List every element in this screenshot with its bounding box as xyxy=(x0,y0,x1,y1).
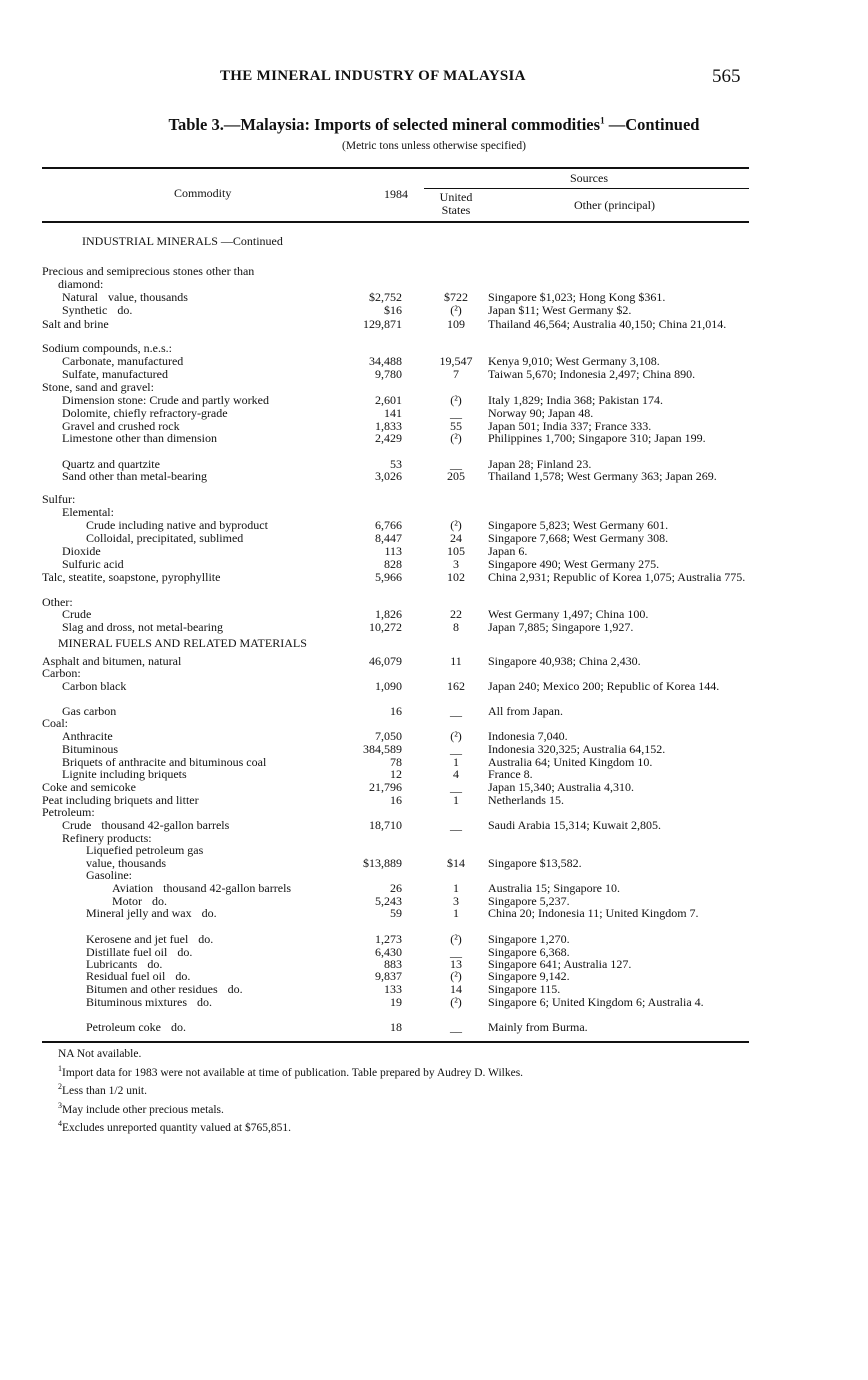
value-united-states: 3 xyxy=(453,894,459,908)
value-other-sources: Singapore 490; West Germany 275. xyxy=(488,557,660,571)
value-1984: 828 xyxy=(384,557,402,571)
commodity-name: Carbon: xyxy=(42,666,81,680)
table-row xyxy=(0,318,868,334)
footnote-text: NA Not available. xyxy=(58,1048,142,1060)
value-other-sources: Singapore 40,938; China 2,430. xyxy=(488,654,641,668)
value-united-states: __ xyxy=(450,704,462,718)
commodity-label xyxy=(62,680,126,693)
column-header-year: 1984 xyxy=(384,187,408,201)
value-1984: 5,966 xyxy=(375,570,402,584)
table-row xyxy=(0,1021,868,1037)
commodity-name: Carbon black xyxy=(62,679,127,693)
value-united-states: 102 xyxy=(447,570,465,584)
value-other-sources: Netherlands 15. xyxy=(488,793,564,807)
value-united-states: 205 xyxy=(447,469,465,483)
commodity-name: Synthetic xyxy=(62,303,108,317)
commodity-name: Kerosene and jet fuel xyxy=(86,932,189,946)
commodity-name: Bituminous mixtures xyxy=(86,995,188,1009)
value-united-states: __ xyxy=(450,457,462,471)
value-united-states: 109 xyxy=(447,317,465,331)
value-united-states: 22 xyxy=(450,607,462,621)
table-row xyxy=(0,432,868,448)
commodity-name: Natural xyxy=(62,290,98,304)
value-1984: 18 xyxy=(390,1020,402,1034)
value-other-sources: Japan $11; West Germany $2. xyxy=(488,303,632,317)
value-united-states: 8 xyxy=(453,620,459,634)
value-1984: 16 xyxy=(390,793,402,807)
column-header-other: Other (principal) xyxy=(574,198,655,212)
value-1984: 3,026 xyxy=(375,469,402,483)
value-united-states: 55 xyxy=(450,419,462,433)
value-united-states: 1 xyxy=(453,881,459,895)
commodity-unit: do. xyxy=(152,894,167,908)
commodity-name: Slag and dross, not metal-bearing xyxy=(62,620,223,634)
commodity-unit: do. xyxy=(227,982,243,996)
commodity-name: Lubricants xyxy=(86,957,138,971)
commodity-label xyxy=(62,621,223,634)
commodity-name: Dimension stone: Crude and partly worked xyxy=(62,393,269,407)
value-united-states: (²) xyxy=(450,431,462,445)
commodity-name: MINERAL FUELS AND RELATED MATERIALS xyxy=(58,636,307,650)
commodity-label xyxy=(62,304,132,317)
commodity-name: Distillate fuel oil xyxy=(86,945,168,959)
value-1984: 9,837 xyxy=(375,969,402,983)
commodity-name: Sand other than metal-bearing xyxy=(62,469,207,483)
value-other-sources: Japan 501; India 337; France 333. xyxy=(488,419,652,433)
commodity-unit: do. xyxy=(197,995,213,1009)
commodity-unit: do. xyxy=(177,945,193,959)
value-other-sources: Singapore 9,142. xyxy=(488,969,570,983)
value-other-sources: Philippines 1,700; Singapore 310; Japan 199. xyxy=(488,431,706,445)
value-other-sources: Singapore 6; United Kingdom 6; Australia 4. xyxy=(488,995,704,1009)
column-header-sources: Sources xyxy=(570,171,608,185)
commodity-label xyxy=(42,571,220,584)
table-row xyxy=(0,235,868,251)
commodity-label xyxy=(86,907,217,920)
commodity-label xyxy=(86,996,212,1009)
value-other-sources: Taiwan 5,670; Indonesia 2,497; China 890. xyxy=(488,367,696,381)
commodity-name: Gravel and crushed rock xyxy=(62,419,180,433)
value-united-states: 1 xyxy=(453,793,459,807)
value-united-states: 11 xyxy=(450,654,462,668)
value-1984: 133 xyxy=(384,982,402,996)
page-number: 565 xyxy=(712,66,741,87)
table-bottom-rule xyxy=(42,1041,749,1043)
value-other-sources: Japan 28; Finland 23. xyxy=(488,457,592,471)
value-united-states: 162 xyxy=(447,679,465,693)
commodity-name: Dioxide xyxy=(62,544,101,558)
commodity-unit: do. xyxy=(201,906,217,920)
commodity-name: Briquets of anthracite and bituminous coal xyxy=(62,755,267,769)
commodity-name: Refinery products: xyxy=(62,831,152,845)
value-1984: 19 xyxy=(390,995,402,1009)
footnote xyxy=(58,1048,758,1062)
column-header-commodity: Commodity xyxy=(174,186,232,200)
value-1984: 78 xyxy=(390,755,402,769)
commodity-name: diamond: xyxy=(58,277,104,291)
commodity-name: Gasoline: xyxy=(86,868,132,882)
value-other-sources: Singapore 6,368. xyxy=(488,945,570,959)
footnote xyxy=(58,1117,758,1136)
value-other-sources: Thailand 1,578; West Germany 363; Japan 269. xyxy=(488,469,717,483)
value-other-sources: West Germany 1,497; China 100. xyxy=(488,607,649,621)
commodity-name: Gas carbon xyxy=(62,704,117,718)
value-united-states: __ xyxy=(450,1020,462,1034)
value-other-sources: Singapore 5,823; West Germany 601. xyxy=(488,518,669,532)
value-1984: 1,273 xyxy=(375,932,402,946)
value-1984: 113 xyxy=(384,544,402,558)
value-1984: 26 xyxy=(390,881,402,895)
commodity-unit: do. xyxy=(117,303,133,317)
value-united-states: 14 xyxy=(450,982,462,996)
running-title: THE MINERAL INDUSTRY OF MALAYSIA xyxy=(220,68,526,84)
commodity-name: Coal: xyxy=(42,716,68,730)
commodity-name: Stone, sand and gravel: xyxy=(42,380,154,394)
value-other-sources: China 20; Indonesia 11; United Kingdom 7. xyxy=(488,906,699,920)
commodity-unit: do. xyxy=(198,932,214,946)
value-other-sources: Japan 7,885; Singapore 1,927. xyxy=(488,620,634,634)
commodity-name: Sulfuric acid xyxy=(62,557,124,571)
value-1984: 6,766 xyxy=(375,518,402,532)
value-1984: 883 xyxy=(384,957,402,971)
value-united-states: 3 xyxy=(453,557,459,571)
commodity-unit: thousand 42-gallon barrels xyxy=(101,818,230,832)
value-other-sources: Indonesia 320,325; Australia 64,152. xyxy=(488,742,666,756)
value-1984: 384,589 xyxy=(363,742,402,756)
value-united-states: __ xyxy=(450,945,462,959)
footnote-text: Less than 1/2 unit. xyxy=(62,1085,147,1098)
footnote-mark: 1 xyxy=(58,1063,62,1073)
value-united-states: $722 xyxy=(444,290,468,304)
value-other-sources: Kenya 9,010; West Germany 3,108. xyxy=(488,354,660,368)
commodity-name: Crude xyxy=(62,818,92,832)
value-other-sources: Italy 1,829; India 368; Pakistan 174. xyxy=(488,393,663,407)
commodity-unit: do. xyxy=(170,1020,186,1034)
footnote-text: Excludes unreported quantity valued at $765,851. xyxy=(62,1122,291,1135)
commodity-name: Aviation xyxy=(112,881,154,895)
value-united-states: __ xyxy=(450,818,462,832)
commodity-label xyxy=(86,1021,186,1034)
value-united-states: 13 xyxy=(450,957,462,971)
commodity-name: Quartz and quartzite xyxy=(62,457,160,471)
value-united-states: 4 xyxy=(453,767,459,781)
value-1984: 1,826 xyxy=(375,607,402,621)
value-other-sources: Japan 6. xyxy=(488,544,528,558)
value-other-sources: Japan 15,340; Australia 4,310. xyxy=(488,780,634,794)
value-1984: 34,488 xyxy=(369,354,402,368)
value-1984: $16 xyxy=(384,303,402,317)
commodity-name: Asphalt and bitumen, natural xyxy=(42,654,182,668)
value-1984: 1,090 xyxy=(375,679,402,693)
value-1984: 2,601 xyxy=(375,393,402,407)
value-united-states: (²) xyxy=(450,518,462,532)
value-other-sources: Singapore 1,270. xyxy=(488,932,570,946)
value-other-sources: Thailand 46,564; Australia 40,150; China 21,014. xyxy=(488,317,727,331)
table-title-footnote-mark: 1 xyxy=(600,115,605,126)
value-other-sources: Saudi Arabia 15,314; Kuwait 2,805. xyxy=(488,818,661,832)
value-other-sources: Norway 90; Japan 48. xyxy=(488,406,594,420)
commodity-name: Elemental: xyxy=(62,505,114,519)
value-1984: 7,050 xyxy=(375,729,402,743)
value-other-sources: Mainly from Burma. xyxy=(488,1020,588,1034)
column-header-united-states: United States xyxy=(439,190,473,217)
value-other-sources: All from Japan. xyxy=(488,704,563,718)
commodity-name: Limestone other than dimension xyxy=(62,431,217,445)
table-row xyxy=(0,680,868,696)
value-united-states: $14 xyxy=(447,856,465,870)
commodity-label xyxy=(58,637,307,650)
value-1984: 6,430 xyxy=(375,945,402,959)
footnote-mark: 3 xyxy=(58,1100,62,1110)
value-1984: 141 xyxy=(384,406,402,420)
commodity-name: Mineral jelly and wax xyxy=(86,906,192,920)
commodity-label xyxy=(62,470,207,483)
commodity-name: Petroleum: xyxy=(42,805,95,819)
value-other-sources: China 2,931; Republic of Korea 1,075; Australia 775. xyxy=(488,570,746,584)
value-united-states: 105 xyxy=(447,544,465,558)
value-1984: 1,833 xyxy=(375,419,402,433)
value-united-states: __ xyxy=(450,742,462,756)
table-row xyxy=(0,996,868,1012)
commodity-name: Crude xyxy=(62,607,92,621)
value-other-sources: France 8. xyxy=(488,767,533,781)
value-united-states: 24 xyxy=(450,531,462,545)
commodity-label xyxy=(86,532,243,545)
value-1984: 9,780 xyxy=(375,367,402,381)
value-other-sources: Singapore 5,237. xyxy=(488,894,570,908)
footnote-text: May include other precious metals. xyxy=(62,1103,224,1116)
commodity-name: Motor xyxy=(112,894,142,908)
value-1984: 10,272 xyxy=(369,620,402,634)
value-other-sources: Singapore $13,582. xyxy=(488,856,582,870)
commodity-name: Colloidal, precipitated, sublimed xyxy=(86,531,244,545)
table-row xyxy=(0,621,868,637)
commodity-name: Bituminous xyxy=(62,742,119,756)
commodity-label xyxy=(42,318,109,331)
value-1984: 8,447 xyxy=(375,531,402,545)
value-united-states: 1 xyxy=(453,906,459,920)
commodity-name: Residual fuel oil xyxy=(86,969,166,983)
commodity-name: Salt and brine xyxy=(42,317,109,331)
commodity-name: Other: xyxy=(42,595,73,609)
commodity-name: Dolomite, chiefly refractory-grade xyxy=(62,406,228,420)
value-other-sources: Singapore 115. xyxy=(488,982,561,996)
value-other-sources: Singapore 7,668; West Germany 308. xyxy=(488,531,669,545)
commodity-name: Sodium compounds, n.e.s.: xyxy=(42,341,173,355)
value-united-states: 19,547 xyxy=(439,354,473,368)
commodity-name: Liquefied petroleum gas xyxy=(86,843,204,857)
footnote xyxy=(58,1080,758,1099)
value-united-states: __ xyxy=(450,780,462,794)
commodity-unit: value, thousands xyxy=(107,290,188,304)
commodity-name: Bitumen and other residues xyxy=(86,982,218,996)
value-1984: 12 xyxy=(390,767,402,781)
table-title-main: Table 3.—Malaysia: Imports of selected mineral commodities xyxy=(168,115,601,134)
footnotes xyxy=(58,1048,758,1136)
value-1984: 53 xyxy=(390,457,402,471)
footnote-mark: 2 xyxy=(58,1082,62,1092)
commodity-name: Sulfur: xyxy=(42,492,76,506)
value-other-sources: Australia 15; Singapore 10. xyxy=(488,881,620,895)
commodity-name: Peat including briquets and litter xyxy=(42,793,199,807)
value-1984: 21,796 xyxy=(369,780,402,794)
footnote-mark: 4 xyxy=(58,1119,62,1129)
value-united-states: __ xyxy=(450,406,462,420)
value-1984: 5,243 xyxy=(375,894,402,908)
commodity-name: Carbonate, manufactured xyxy=(62,354,184,368)
value-united-states: (²) xyxy=(450,995,462,1009)
commodity-name: Talc, steatite, soapstone, pyrophyllite xyxy=(42,570,221,584)
commodity-unit: thousand 42-gallon barrels xyxy=(163,881,292,895)
table-title-tail: —Continued xyxy=(604,115,700,134)
commodity-name: Anthracite xyxy=(62,729,113,743)
value-united-states: (²) xyxy=(450,969,462,983)
value-united-states: 1 xyxy=(453,755,459,769)
footnote xyxy=(58,1062,758,1081)
table-row xyxy=(0,907,868,923)
value-1984: $13,889 xyxy=(363,856,402,870)
value-1984: 18,710 xyxy=(369,818,402,832)
value-1984: 16 xyxy=(390,704,402,718)
value-other-sources: Singapore 641; Australia 127. xyxy=(488,957,632,971)
commodity-name: Petroleum coke xyxy=(86,1020,161,1034)
value-united-states: (²) xyxy=(450,729,462,743)
value-1984: 46,079 xyxy=(369,654,402,668)
commodity-label xyxy=(62,432,217,445)
commodity-unit: do. xyxy=(175,969,191,983)
value-other-sources: Japan 240; Mexico 200; Republic of Korea 144. xyxy=(488,679,720,693)
footnote-text: Import data for 1983 were not available at time of publication. Table prepared by Audrey D. Wilkes. xyxy=(62,1066,524,1079)
commodity-name: Crude including native and byproduct xyxy=(86,518,268,532)
commodity-name: Precious and semiprecious stones other than xyxy=(42,264,255,278)
commodity-name: Lignite including briquets xyxy=(62,767,187,781)
table-row xyxy=(0,470,868,486)
value-1984: $2,752 xyxy=(369,290,402,304)
value-united-states: (²) xyxy=(450,932,462,946)
table-subtitle: (Metric tons unless otherwise specified) xyxy=(342,140,526,152)
value-1984: 129,871 xyxy=(363,317,402,331)
value-1984: 2,429 xyxy=(375,431,402,445)
commodity-unit: value, thousands xyxy=(86,856,166,870)
value-other-sources: Indonesia 7,040. xyxy=(488,729,568,743)
commodity-unit: do. xyxy=(147,957,163,971)
commodity-name: Coke and semicoke xyxy=(42,780,136,794)
value-other-sources: Singapore $1,023; Hong Kong $361. xyxy=(488,290,666,304)
value-1984: 59 xyxy=(390,906,402,920)
commodity-name: INDUSTRIAL MINERALS —Continued xyxy=(82,234,283,248)
value-united-states: (²) xyxy=(450,303,462,317)
table-row xyxy=(0,571,868,587)
commodity-name: Sulfate, manufactured xyxy=(62,367,168,381)
value-united-states: (²) xyxy=(450,393,462,407)
commodity-label xyxy=(82,235,283,248)
table-row xyxy=(0,637,868,653)
value-united-states: 7 xyxy=(453,367,459,381)
value-other-sources: Australia 64; United Kingdom 10. xyxy=(488,755,653,769)
footnote xyxy=(58,1099,758,1118)
